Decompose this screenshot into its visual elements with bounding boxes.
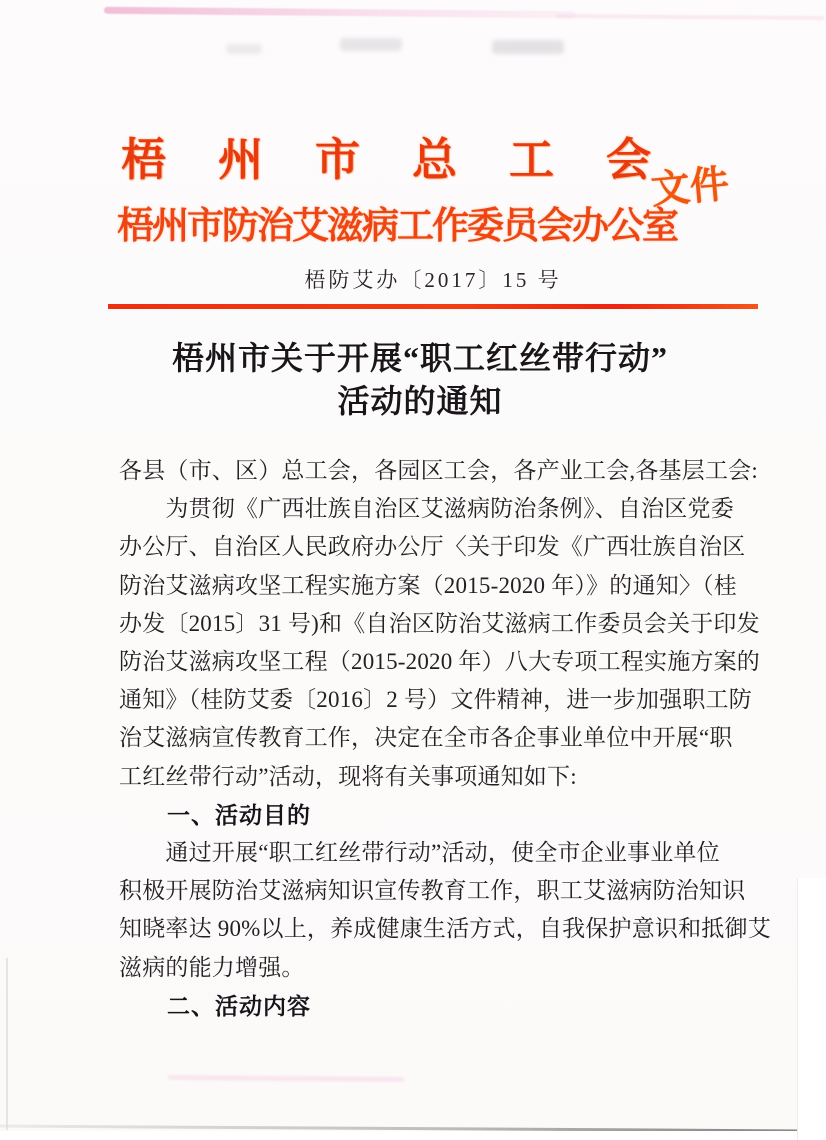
- body-line: 办发〔2015〕31 号)和《自治区防治艾滋病工作委员会关于印发: [119, 610, 760, 636]
- scan-artifact-top-streak-2: [556, 14, 824, 20]
- body-line: 防治艾滋病攻坚工程（2015-2020 年）八大专项工程实施方案的: [119, 649, 761, 675]
- body-line: 各县（市、区）总工会，各园区工会，各产业工会,各基层工会:: [119, 458, 758, 483]
- document-title: [95, 337, 745, 423]
- document-body: [119, 452, 771, 1025]
- body-line: 滋病的能力增强。: [119, 954, 305, 980]
- body-line: 知晓率达 90%以上，养成健康生活方式，自我保护意识和抵御艾: [119, 916, 771, 942]
- scan-artifact-bottom-streak: [168, 1075, 404, 1082]
- body-line: 治艾滋病宣传教育工作，决定在全市各企事业单位中开展“职: [119, 725, 733, 751]
- body-line: 工红丝带行动”活动，现将有关事项通知如下:: [119, 763, 577, 789]
- scan-artifact-top-streak: [104, 7, 576, 19]
- page-right-edge: [797, 878, 826, 1140]
- letterhead-red-rule: [108, 304, 758, 309]
- letterhead-org-primary: 梧州市总工会: [121, 135, 704, 185]
- scan-artifact-smudge: [492, 40, 564, 54]
- body-line: 为贯彻《广西壮族自治区艾滋病防治条例》、自治区党委: [119, 496, 734, 522]
- page-left-edge: [6, 958, 8, 1130]
- document-title-line2: 活动的通知: [337, 383, 503, 419]
- body-line: 通过开展“职工红丝带行动”活动，使全市企业事业单位: [119, 840, 720, 866]
- body-line: 二、活动内容: [119, 992, 311, 1019]
- scan-artifact-smudge: [226, 44, 262, 54]
- body-line: 办公厅、自治区人民政府办公厅〈关于印发《广西壮族自治区: [119, 534, 746, 560]
- body-line: 通知》（桂防艾委〔2016〕2 号）文件精神，进一步加强职工防: [119, 687, 752, 713]
- letterhead-org-secondary: 梧州市防治艾滋病工作委员会办公室: [117, 205, 677, 246]
- body-line: 积极开展防治艾滋病知识宣传教育工作，职工艾滋病防治知识: [119, 878, 746, 904]
- scanner-background: [0, 1131, 826, 1139]
- document-title-line1: 梧州市关于开展“职工红丝带行动”: [171, 340, 668, 376]
- body-line: 防治艾滋病攻坚工程实施方案（2015-2020 年）》的通知〉（桂: [119, 572, 738, 598]
- document-number: 梧防艾办〔2017〕15 号: [304, 268, 562, 292]
- body-line: 一、活动目的: [119, 801, 311, 828]
- scan-artifact-smudge: [340, 38, 402, 51]
- letterhead-doc-type-label: 文件: [649, 162, 731, 213]
